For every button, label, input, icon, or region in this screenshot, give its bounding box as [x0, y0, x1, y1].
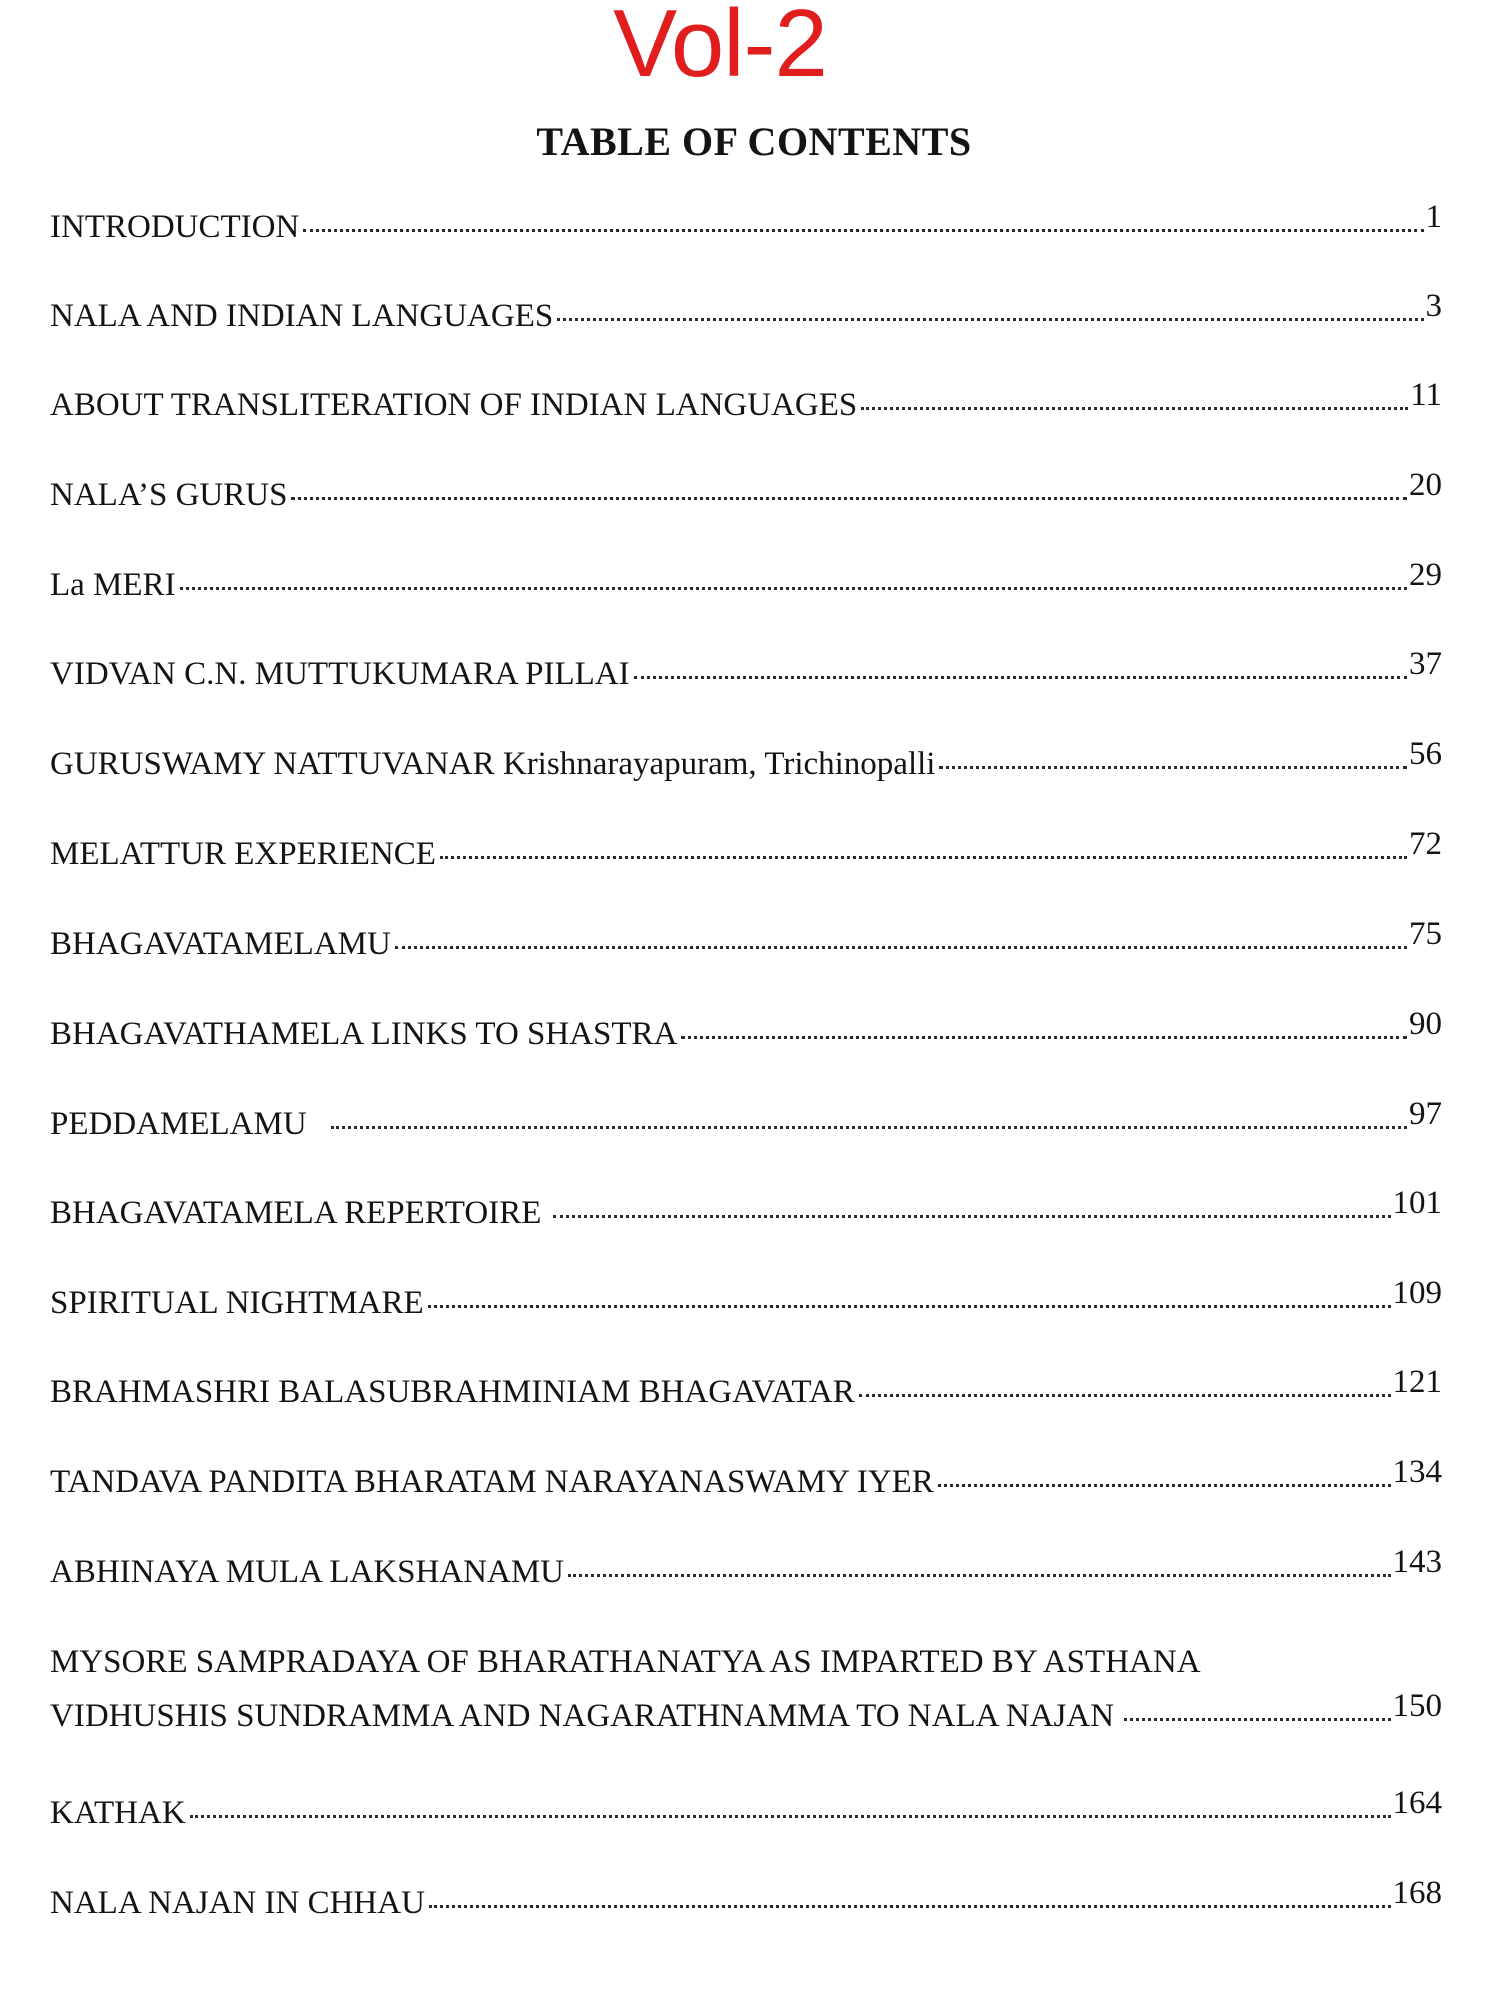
toc-entry-title: NALA’S GURUS: [50, 477, 288, 513]
dot-leader: [190, 1815, 1391, 1818]
toc-entry-title: BRAHMASHRI BALASUBRAHMINIAM BHAGAVATAR: [50, 1374, 855, 1410]
toc-entry-page: 75: [1409, 916, 1442, 952]
toc-entry-nalas-gurus[interactable]: [50, 467, 1442, 516]
toc-entry-mysore-sampradaya[interactable]: [50, 1643, 1442, 1736]
toc-entry-title: BHAGAVATAMELAMU: [50, 926, 391, 962]
toc-entry-page: 56: [1409, 736, 1442, 772]
dot-leader: [634, 676, 1407, 679]
toc-entry-page: 37: [1409, 646, 1442, 682]
toc-entry-title: ABOUT TRANSLITERATION OF INDIAN LANGUAGES: [50, 387, 858, 423]
dot-leader: [938, 1484, 1391, 1487]
dot-leader: [939, 766, 1407, 769]
toc-entry-melattur-experience[interactable]: [50, 826, 1442, 875]
toc-entry-title: SPIRITUAL NIGHTMARE: [50, 1285, 424, 1321]
dot-leader: [440, 856, 1407, 859]
toc-entry-brahmashri-balasubrahminiam[interactable]: [50, 1364, 1442, 1413]
toc-entry-title: ABHINAYA MULA LAKSHANAMU: [50, 1554, 564, 1590]
dot-leader: [553, 1215, 1390, 1218]
toc-entry-guruswamy-nattuvanar[interactable]: [50, 736, 1442, 785]
toc-entry-page: 90: [1409, 1006, 1442, 1042]
dot-leader: [180, 587, 1407, 590]
toc-entry-page: 134: [1392, 1454, 1442, 1490]
toc-entry-nala-najan-in-chhau[interactable]: [50, 1875, 1442, 1924]
dot-leader: [681, 1036, 1407, 1039]
toc-entry-page: 101: [1392, 1185, 1442, 1221]
dot-leader: [859, 1394, 1391, 1397]
toc-entry-introduction[interactable]: [50, 199, 1442, 248]
toc-entry-page: 168: [1392, 1875, 1442, 1911]
toc-entry-la-meri[interactable]: [50, 557, 1442, 606]
toc-heading: TABLE OF CONTENTS: [536, 119, 972, 164]
toc-entry-bhagavathamela-links[interactable]: [50, 1006, 1442, 1055]
toc-entry-title: La MERI: [50, 567, 176, 603]
toc-entry-page: 29: [1409, 557, 1442, 593]
toc-entry-page: 109: [1392, 1275, 1442, 1311]
toc-entry-peddamelamu[interactable]: [50, 1096, 1442, 1145]
toc-entry-page: 20: [1409, 467, 1442, 503]
dot-leader: [429, 1905, 1391, 1908]
toc-entry-page: 121: [1392, 1364, 1442, 1400]
toc-entry-bhagavatamelamu[interactable]: [50, 916, 1442, 965]
toc-entry-title: TANDAVA PANDITA BHARATAM NARAYANASWAMY IYER: [50, 1464, 934, 1500]
dot-leader: [428, 1305, 1391, 1308]
dot-leader: [861, 407, 1408, 410]
dot-leader: [568, 1574, 1391, 1577]
toc-entry-title: INTRODUCTION: [50, 209, 300, 245]
toc-entry-spiritual-nightmare[interactable]: [50, 1275, 1442, 1324]
toc-entry-title: NALA AND INDIAN LANGUAGES: [50, 298, 554, 334]
dot-leader: [291, 497, 1407, 500]
dot-leader: [395, 946, 1407, 949]
toc-entry-title: NALA NAJAN IN CHHAU: [50, 1885, 425, 1921]
toc-entry-abhinaya-mula-lakshanamu[interactable]: [50, 1544, 1442, 1593]
toc-entry-page: 72: [1409, 826, 1442, 862]
toc-entry-nala-and-indian-languages[interactable]: [50, 288, 1442, 337]
toc-entry-vidvan-muttukumara-pillai[interactable]: [50, 646, 1442, 695]
toc-entry-title: PEDDAMELAMU: [50, 1106, 307, 1142]
dot-leader: [1124, 1718, 1390, 1721]
toc-entry-kathak[interactable]: [50, 1785, 1442, 1834]
dot-leader: [557, 318, 1423, 321]
toc-entry-bhagavatamela-repertoire[interactable]: [50, 1185, 1442, 1234]
dot-leader: [303, 229, 1423, 232]
volume-label: Vol-2: [613, 0, 827, 97]
dot-leader: [331, 1126, 1407, 1129]
toc-entry-title: MELATTUR EXPERIENCE: [50, 836, 436, 872]
toc-entry-page: 11: [1410, 377, 1442, 413]
toc-entry-title: BHAGAVATHAMELA LINKS TO SHASTRA: [50, 1016, 678, 1052]
toc-entry-title: KATHAK: [50, 1795, 186, 1831]
toc-entry-page: 164: [1392, 1785, 1442, 1821]
toc-entry-page: 3: [1425, 288, 1442, 324]
toc-entry-title: BHAGAVATAMELA REPERTOIRE: [50, 1195, 542, 1231]
toc-entry-title: VIDVAN C.N. MUTTUKUMARA PILLAI: [50, 656, 630, 692]
toc-entry-tandava-pandita[interactable]: [50, 1454, 1442, 1503]
toc-entry-title-line2: VIDHUSHIS SUNDRAMMA AND NAGARATHNAMMA TO NALA NAJAN: [50, 1697, 1115, 1734]
toc-entry-title: GURUSWAMY NATTUVANAR Krishnarayapuram, Trichinopalli: [50, 746, 936, 782]
toc-entry-title: MYSORE SAMPRADAYA OF BHARATHANATYA AS IMPARTED BY ASTHANA: [50, 1644, 1201, 1680]
toc-entry-page: 150: [1392, 1687, 1442, 1724]
toc-entry-about-transliteration[interactable]: [50, 377, 1442, 426]
toc-entry-page: 1: [1425, 199, 1442, 235]
toc-entry-page: 143: [1392, 1544, 1442, 1580]
toc-entry-page: 97: [1409, 1096, 1442, 1132]
